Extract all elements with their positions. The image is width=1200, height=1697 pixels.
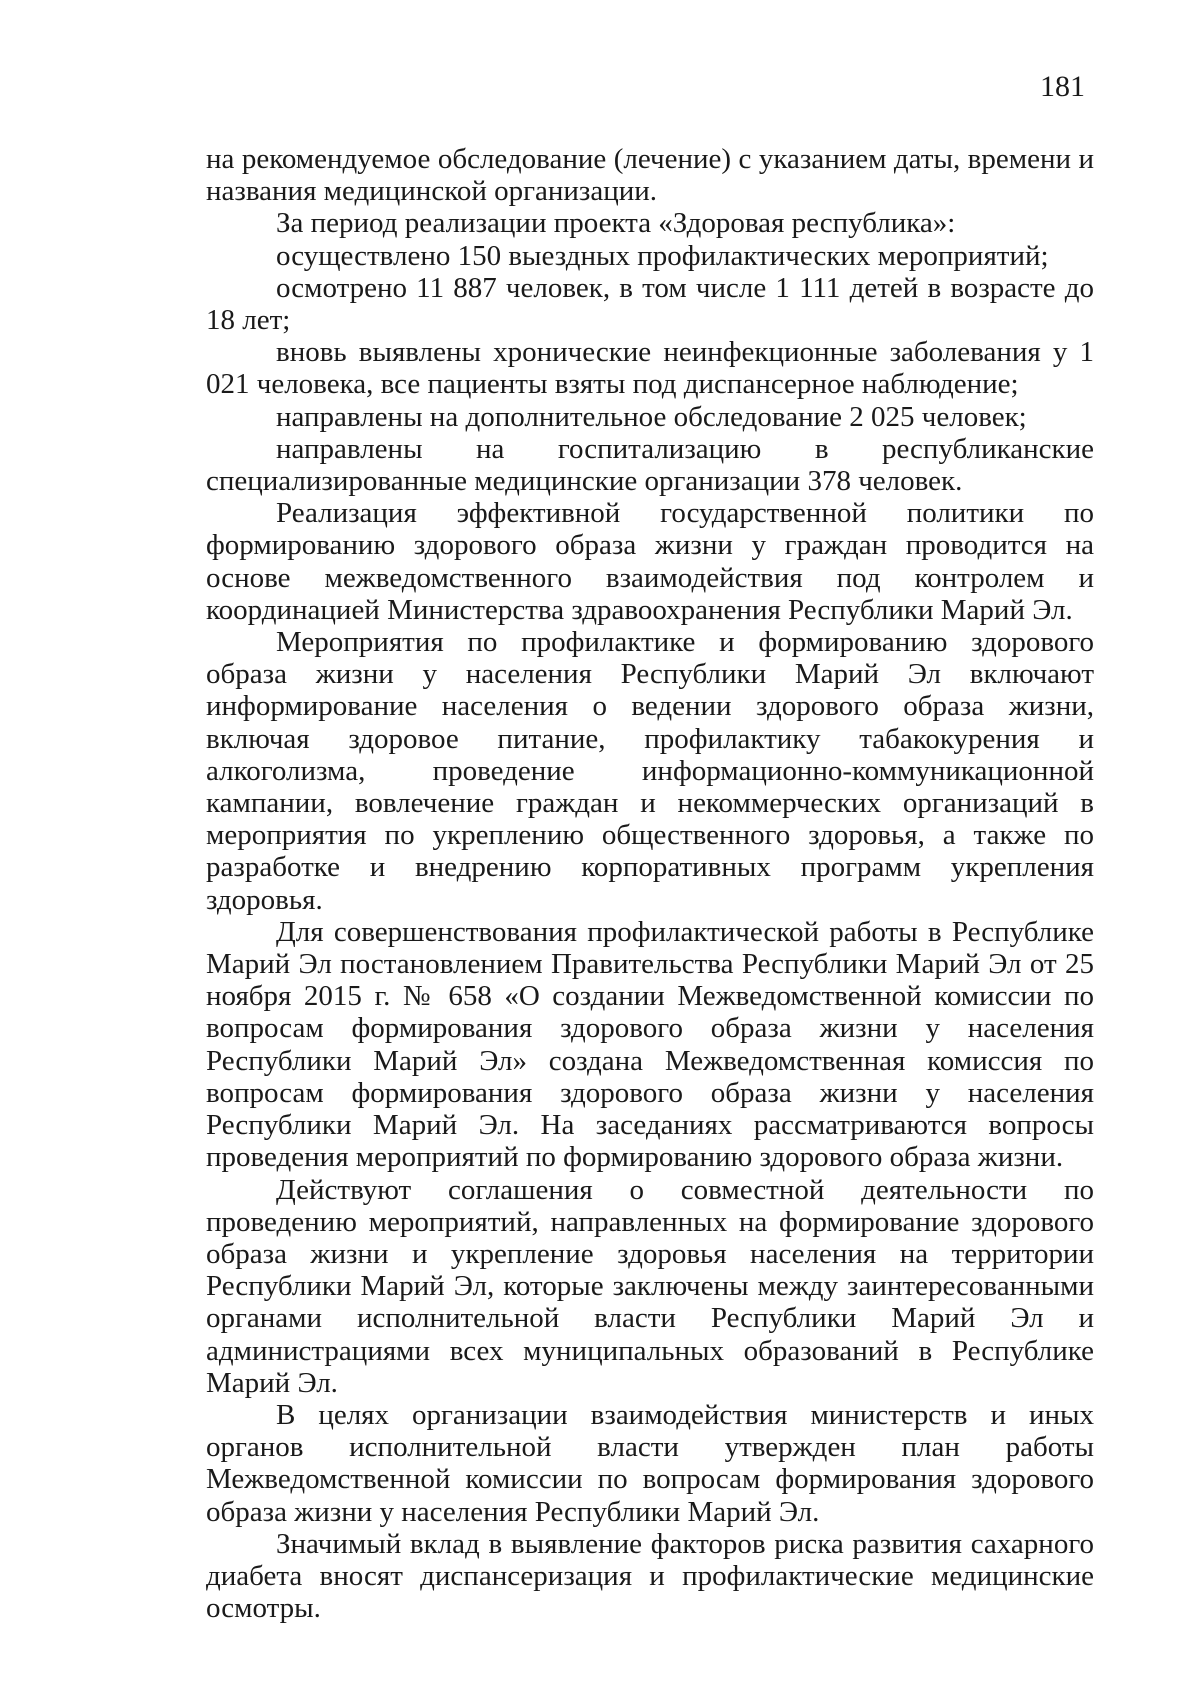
body-text bbox=[206, 143, 1094, 1624]
paragraph-project-period: За период реализации проекта «Здоровая республика»: bbox=[276, 207, 956, 240]
paragraph-diabetes-risk: Значимый вклад в выявление факторов риска развития сахарного диабета вносят диспансеризация и профилактические медицинские осмотры. bbox=[206, 1527, 1094, 1625]
paragraph-examined-count: осмотрено 11 887 человек, в том числе 1 111 детей в возрасте до 18 лет; bbox=[206, 271, 1094, 337]
paragraph-work-plan: В целях организации взаимодействия министерств и иных органов исполнительной власти утвержден план работы Межведомственной комиссии по вопросам формирования здорового образа жизни у населения Республики Марий Эл. bbox=[206, 1398, 1094, 1528]
paragraph-continuation: на рекомендуемое обследование (лечение) с указанием даты, времени и названия медицинской организации. bbox=[206, 143, 1094, 208]
paragraph-commission: Для совершенствования профилактической работы в Республике Марий Эл постановлением Правительства Республики Марий Эл от 25 ноября 2015 г. № 658 «О создании Межведомственной комиссии по вопросам формирования здорового образа жизни у населения Республики Марий Эл» создана Межведомственная комиссия по вопросам формирования здорового образа жизни у населения Республики Марий Эл. На заседаниях рассматриваются вопросы проведения мероприятий по формированию здорового образа жизни. bbox=[206, 915, 1094, 1174]
paragraph-hospitalization: направлены на госпитализацию в республиканские специализированные медицинские организации 378 человек. bbox=[206, 432, 1094, 498]
page-number: 181 bbox=[1040, 70, 1085, 103]
paragraph-agreements: Действуют соглашения о совместной деятельности по проведению мероприятий, направленных на формирование здорового образа жизни и укрепление здоровья населения на территории Республики Марий Эл, которые заключены между заинтересованными органами исполнительной власти Республики Марий Эл и администрациями всех муниципальных образований в Республике Марий Эл. bbox=[206, 1173, 1094, 1399]
paragraph-additional-examination: направлены на дополнительное обследование 2 025 человек; bbox=[276, 400, 1027, 433]
paragraph-prevention-measures: Мероприятия по профилактике и формированию здорового образа жизни у населения Республики Марий Эл включают информирование населения о ведении здорового образа жизни, включая здоровое питание, профилактику табакокурения и алкоголизма, проведение информационно-коммуникационной кампании, вовлечение граждан и некоммерческих организаций в мероприятия по укреплению общественного здоровья, а также по разработке и внедрению корпоративных программ укрепления здоровья. bbox=[206, 626, 1094, 916]
paragraph-events-count: осуществлено 150 выездных профилактических мероприятий; bbox=[276, 239, 1049, 272]
paragraph-state-policy: Реализация эффективной государственной политики по формированию здорового образа жизни у граждан проводится на основе межведомственного взаимодействия под контролем и координацией Министерства здравоохранения Республики Марий Эл. bbox=[206, 497, 1094, 626]
paragraph-diseases-detected: вновь выявлены хронические неинфекционные заболевания у 1 021 человека, все пациенты взяты под диспансерное наблюдение; bbox=[206, 336, 1094, 401]
